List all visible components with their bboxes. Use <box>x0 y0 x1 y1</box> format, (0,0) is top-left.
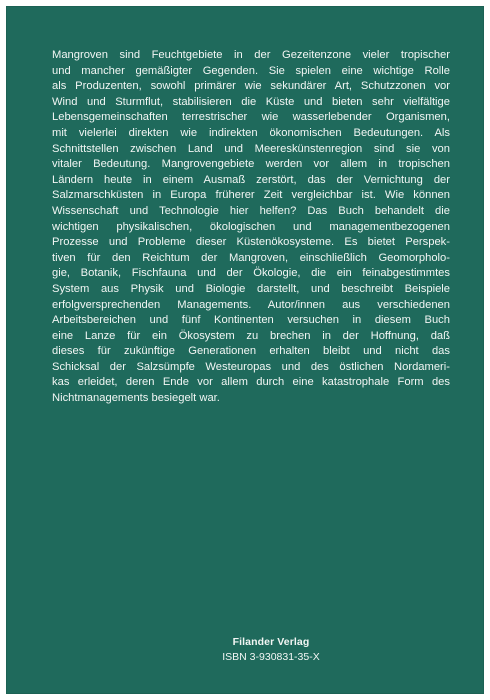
blurb-line: tiven für den Reichtum der Mangroven, einschließlich Geomorpholo- <box>52 251 450 264</box>
publisher-name: Filander Verlag <box>232 636 310 648</box>
blurb-line: als Produzenten, sowohl primärer wie sekundärer Art, Schutzzonen vor <box>52 80 450 93</box>
blurb-line: eine Lanze für ein Ökosystem zu brechen in der Hoffnung, daß <box>52 329 450 342</box>
blurb-line: gie, Botanik, Fischfauna und der Ökologie, die ein feinabgestimmtes <box>52 267 450 280</box>
blurb-line: Schicksal der Salzsümpfe Westeuropas und des östlichen Nordameri- <box>52 360 450 373</box>
blurb-line: System aus Physik und Biologie darstellt, und beschreibt Beispiele <box>52 282 450 295</box>
blurb-line: Lebensgemeinschaften terrestrischer wie wasserlebender Organismen, <box>52 111 450 124</box>
blurb-line: vitaler Bedeutung. Mangrovengebiete werden vor allem in tropischen <box>52 158 450 171</box>
blurb-line: erfolgversprechenden Managements. Autor/innen aus verschiedenen <box>52 298 450 311</box>
blurb-line: und mancher gemäßigter Gegenden. Sie spielen eine wichtige Rolle <box>52 64 450 77</box>
blurb-text <box>52 48 450 407</box>
cover-panel <box>6 6 484 694</box>
blurb-line: Schnittstellen zwischen Land und Meereskünstenregion sind sie von <box>52 142 450 155</box>
blurb-line: mit vielerlei direkten wie indirekten ökonomischen Bedeutungen. Als <box>52 126 450 139</box>
blurb-line: Prozesse und Probleme dieser Küstenökosysteme. Es bietet Perspek- <box>52 236 450 249</box>
blurb-line: Salzmarschküsten in Europa früherer Zeit vergleichbar ist. Wie können <box>52 189 450 202</box>
publisher-block <box>6 636 484 663</box>
blurb-line: Mangroven sind Feuchtgebiete in der Gezeitenzone vieler tropischer <box>52 49 450 61</box>
blurb-line: Nichtmanagements besiegelt war. <box>52 392 220 405</box>
blurb-line: Ländern heute in einem Ausmaß zerstört, das der Vernichtung der <box>52 173 450 186</box>
blurb-line: kas erleidet, deren Ende vor allem durch eine katastrophale Form des <box>52 376 450 389</box>
blurb-line: Wind und Sturmflut, stabilisieren die Küste und bieten sehr vielfältige <box>52 95 450 108</box>
isbn-number: ISBN 3-930831-35-X <box>222 651 320 663</box>
blurb-line: Wissenschaft und Technologie hier helfen? Das Buch behandelt die <box>52 204 450 217</box>
blurb-line: Arbeitsbereichen und fünf Kontinenten versuchen in diesem Buch <box>52 314 450 327</box>
blurb-line: dieses für zukünftige Generationen erhalten bleibt und nicht das <box>52 345 450 358</box>
blurb-line: wichtigen physikalischen, ökologischen und managementbezogenen <box>52 220 450 233</box>
